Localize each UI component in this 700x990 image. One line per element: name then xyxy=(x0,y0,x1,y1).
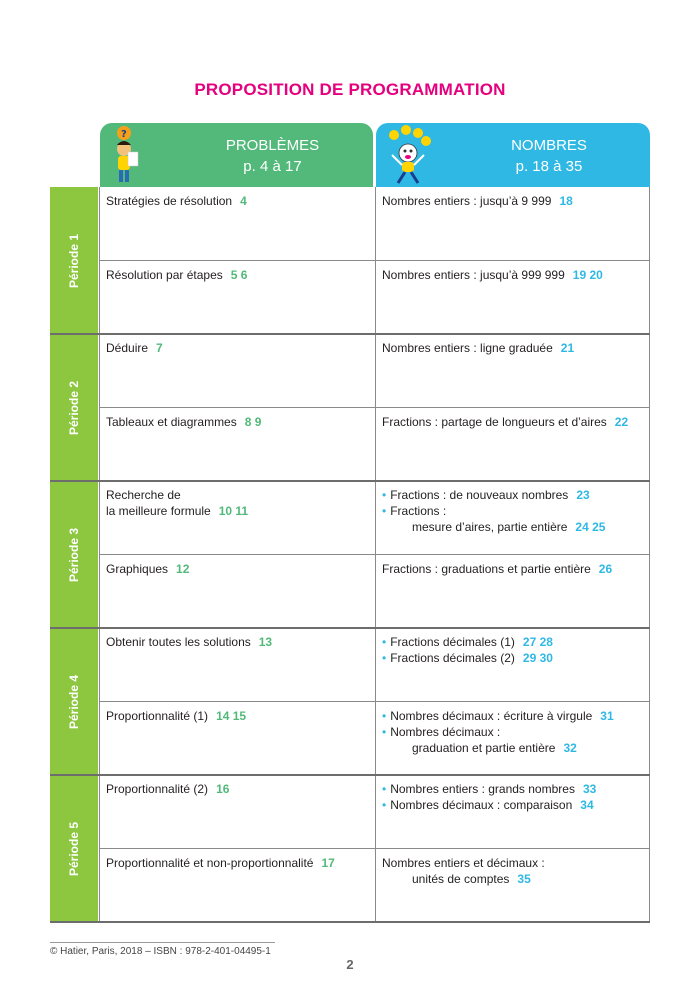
problem-title: Tableaux et diagrammes xyxy=(106,415,237,429)
number-title: Nombres entiers : grands nombres xyxy=(390,782,575,796)
problem-cell xyxy=(100,261,375,334)
problem-cell xyxy=(100,481,375,554)
period-label: Période 2 xyxy=(67,380,81,435)
list-item: • Fractions décimales (2) 29 30 xyxy=(382,651,553,665)
problem-page-numbers: 14 15 xyxy=(216,709,247,723)
problem-title: Stratégies de résolution xyxy=(106,194,233,208)
problem-title: Proportionnalité (2) xyxy=(106,782,209,796)
number-title: Fractions : partage de longueurs et d’aires xyxy=(382,415,607,429)
problem-title: Résolution par étapes xyxy=(106,268,223,282)
list-item: • Fractions décimales (1) 27 28 xyxy=(382,635,553,649)
copyright-footer: © Hatier, Paris, 2018 – ISBN : 978-2-401-04495-1 xyxy=(50,946,271,957)
problem-title: Obtenir toutes les solutions xyxy=(106,635,251,649)
period-1 xyxy=(50,187,650,334)
list-item: • Fractions : xyxy=(382,504,447,518)
number-page-numbers: 19 20 xyxy=(572,268,603,282)
period-label: Période 5 xyxy=(67,821,81,876)
page-number: 2 xyxy=(346,957,354,972)
number-title: Fractions : de nouveaux nombres xyxy=(390,488,569,502)
number-cell xyxy=(376,187,650,260)
number-page-numbers: 34 xyxy=(580,798,594,812)
problem-page-numbers: 8 9 xyxy=(244,415,262,429)
problem-page-numbers: 10 11 xyxy=(218,504,249,518)
problem-page-numbers: 16 xyxy=(216,782,230,796)
number-title: Nombres entiers : jusqu’à 9 999 xyxy=(382,194,552,208)
period-5 xyxy=(50,775,650,922)
problem-cell xyxy=(100,555,375,628)
number-page-numbers: 21 xyxy=(560,341,575,355)
period-4 xyxy=(50,628,650,775)
number-title: Nombres entiers : jusqu’à 999 999 xyxy=(382,268,565,282)
number-page-numbers: 35 xyxy=(517,872,531,886)
number-page-numbers: 29 30 xyxy=(522,651,553,665)
reading-character-icon xyxy=(106,125,158,185)
number-page-numbers: 23 xyxy=(576,488,590,502)
period-label: Période 1 xyxy=(67,233,81,288)
footer-divider xyxy=(50,942,275,943)
problem-page-numbers: 13 xyxy=(258,635,273,649)
problem-page-numbers: 5 6 xyxy=(230,268,248,282)
problemes-pages: p. 4 à 17 xyxy=(243,158,302,175)
number-page-numbers: 22 xyxy=(614,415,629,429)
number-cell xyxy=(376,334,650,407)
number-page-numbers: 31 xyxy=(600,709,614,723)
number-cell xyxy=(376,702,650,775)
list-item: • Nombres entiers : grands nombres 33 xyxy=(382,782,597,796)
period-3 xyxy=(50,481,650,628)
number-cell xyxy=(376,555,650,628)
problem-cell xyxy=(100,628,375,701)
period-2 xyxy=(50,334,650,481)
number-cell xyxy=(376,408,650,481)
problemes-header xyxy=(100,123,373,187)
problem-cell xyxy=(100,334,375,407)
problemes-heading: PROBLÈMES xyxy=(225,137,320,154)
problem-cell xyxy=(100,775,375,848)
problem-page-numbers: 17 xyxy=(321,856,335,870)
number-title: Nombres décimaux : xyxy=(390,725,501,739)
problem-page-numbers: 12 xyxy=(176,562,190,576)
number-cell xyxy=(376,481,650,554)
number-cell xyxy=(376,628,650,701)
problem-title: la meilleure formule xyxy=(106,504,211,518)
page-title: PROPOSITION DE PROGRAMMATION xyxy=(194,80,506,99)
number-title: Nombres décimaux : écriture à virgule xyxy=(390,709,593,723)
problem-cell xyxy=(100,187,375,260)
number-title-continued: unités de comptes xyxy=(412,872,510,886)
juggling-character-icon xyxy=(382,125,434,185)
number-page-numbers: 27 28 xyxy=(522,635,553,649)
number-page-numbers: 18 xyxy=(559,194,573,208)
problem-title-line: Recherche de xyxy=(106,488,181,502)
period-band xyxy=(50,187,98,334)
problem-title: Proportionnalité (1) xyxy=(106,709,209,723)
list-item: • Nombres décimaux : écriture à virgule 31 xyxy=(382,709,614,723)
number-page-numbers: 32 xyxy=(563,741,577,755)
nombres-heading: NOMBRES xyxy=(511,137,587,154)
period-band xyxy=(50,775,98,922)
list-item: • Nombres décimaux : xyxy=(382,725,501,739)
svg-text:?: ? xyxy=(121,129,127,140)
number-page-numbers: 24 25 xyxy=(575,520,606,534)
problem-page-numbers: 7 xyxy=(156,341,163,355)
number-title: Fractions : graduations et partie entière xyxy=(382,562,591,576)
period-band xyxy=(50,628,98,775)
problem-page-numbers: 4 xyxy=(240,194,247,208)
problem-cell xyxy=(100,408,375,481)
problem-title: Proportionnalité et non-proportionnalité xyxy=(106,856,314,870)
list-item: • Nombres décimaux : comparaison 34 xyxy=(382,798,594,812)
number-title: Fractions décimales (1) xyxy=(390,635,515,649)
problem-cell xyxy=(100,849,375,922)
number-page-numbers: 26 xyxy=(598,562,613,576)
number-cell xyxy=(376,775,650,848)
nombres-pages: p. 18 à 35 xyxy=(515,158,583,175)
number-title: Fractions décimales (2) xyxy=(390,651,515,665)
period-band xyxy=(50,481,98,628)
period-label: Période 3 xyxy=(67,527,81,582)
number-cell xyxy=(376,849,650,922)
number-title: Fractions : xyxy=(390,504,447,518)
number-title: Nombres décimaux : comparaison xyxy=(390,798,573,812)
list-item: • Fractions : de nouveaux nombres 23 xyxy=(382,488,590,502)
number-title-continued: graduation et partie entière xyxy=(412,741,556,755)
nombres-header xyxy=(376,123,650,187)
number-title-continued: mesure d’aires, partie entière xyxy=(412,520,568,534)
number-title: Nombres entiers et décimaux : xyxy=(382,856,545,870)
number-title: Nombres entiers : ligne graduée xyxy=(382,341,553,355)
number-page-numbers: 33 xyxy=(582,782,597,796)
problem-cell xyxy=(100,702,375,775)
problem-title: Graphiques xyxy=(106,562,169,576)
problem-title: Déduire xyxy=(106,341,149,355)
number-cell xyxy=(376,261,650,334)
period-label: Période 4 xyxy=(67,674,81,729)
period-band xyxy=(50,334,98,481)
